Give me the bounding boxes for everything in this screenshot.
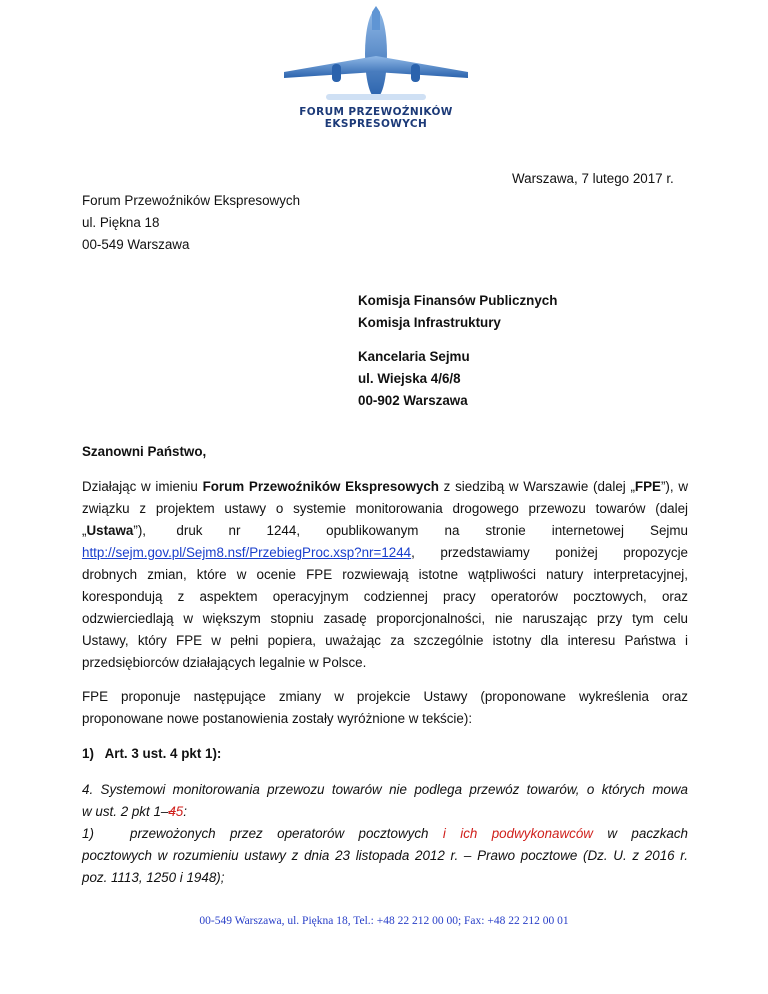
section-heading: 1) Art. 3 ust. 4 pkt 1):: [82, 746, 222, 761]
para1-line: Działając w imieniu Forum Przewoźników Ekspresowych z siedzibą w Warszawie (dalej „FPE”), w: [82, 479, 688, 494]
recipient-office: Kancelaria Sejmu: [358, 349, 470, 364]
airplane-icon: [276, 6, 476, 106]
para1-line: przedsiębiorców działających legalnie w Polsce.: [82, 655, 367, 670]
para1-line: korespondują z aspektem operacyjnym codziennej pracy operatorów pocztowych, oraz: [82, 589, 688, 604]
recipient-city: 00-902 Warszawa: [358, 393, 468, 408]
para1-line: drobnych zmian, które w ocenie FPE rozwiewają istotne wątpliwości natury interpretacyjnej,: [82, 567, 688, 582]
footer-address: 00-549 Warszawa, ul. Piękna 18, Tel.: +48 22 212 00 00; Fax: +48 22 212 00 01: [199, 915, 569, 927]
date-line: Warszawa, 7 lutego 2017 r.: [512, 171, 674, 186]
inserted-text: i ich podwykonawców: [442, 826, 593, 841]
inserted-text: 5: [175, 804, 184, 819]
para1-line: „Ustawa”), druk nr 1244, opublikowanym na stronie internetowej Sejmu: [82, 523, 688, 538]
para1-line: Ustawy, który FPE w pełni popiera, uważając za szczególnie istotny dla interesu Państwa i: [82, 633, 688, 648]
logo-text: FORUM PRZEWOŹNIKÓW EKSPRESOWYCH: [299, 106, 453, 130]
sejm-link[interactable]: http://sejm.gov.pl/Sejm8.nsf/PrzebiegProc.xsp?nr=1244: [82, 545, 412, 560]
sender-street: ul. Piękna 18: [82, 215, 160, 230]
para1-line: odzwierciedlają w większym stopniu zasadę proporcjonalności, nie naruszając przy tym celu: [82, 611, 688, 626]
para2-line: proponowane nowe postanowienia zostały wyróżnione w tekście):: [82, 711, 473, 726]
recipient-line1: Komisja Finansów Publicznych: [358, 293, 558, 308]
recipient-street: ul. Wiejska 4/6/8: [358, 371, 461, 386]
struck-text: 4: [168, 804, 176, 819]
sender-name: Forum Przewoźników Ekspresowych: [82, 193, 301, 208]
salutation: Szanowni Państwo,: [82, 444, 207, 459]
sender-city: 00-549 Warszawa: [82, 237, 190, 252]
quote-line: 4. Systemowi monitorowania przewozu towarów nie podlega przewóz towarów, o których mowa: [82, 782, 688, 797]
para2-line: FPE proponuje następujące zmiany w projekcie Ustawy (proponowane wykreślenia oraz: [82, 689, 688, 704]
para1-line: http://sejm.gov.pl/Sejm8.nsf/PrzebiegProc.xsp?nr=1244, przedstawiamy poniżej propozycje: [82, 545, 688, 560]
quote-item-number: 1): [82, 826, 94, 841]
quote-line: pocztowych w rozumieniu ustawy z dnia 23 listopada 2012 r. – Prawo pocztowe (Dz. U. z 2016 r.: [82, 848, 688, 863]
logo: [276, 6, 476, 136]
para1-line: związku z projektem ustawy o systemie monitorowania drogowego przewozu towarów (dalej: [82, 501, 688, 516]
quote-line: przewożonych przez operatorów pocztowych i ich podwykonawców w paczkach: [130, 826, 688, 841]
quote-line: poz. 1113, 1250 i 1948);: [82, 870, 225, 885]
quote-line: w ust. 2 pkt 1–45:: [82, 804, 187, 819]
recipient-line2: Komisja Infrastruktury: [358, 315, 501, 330]
